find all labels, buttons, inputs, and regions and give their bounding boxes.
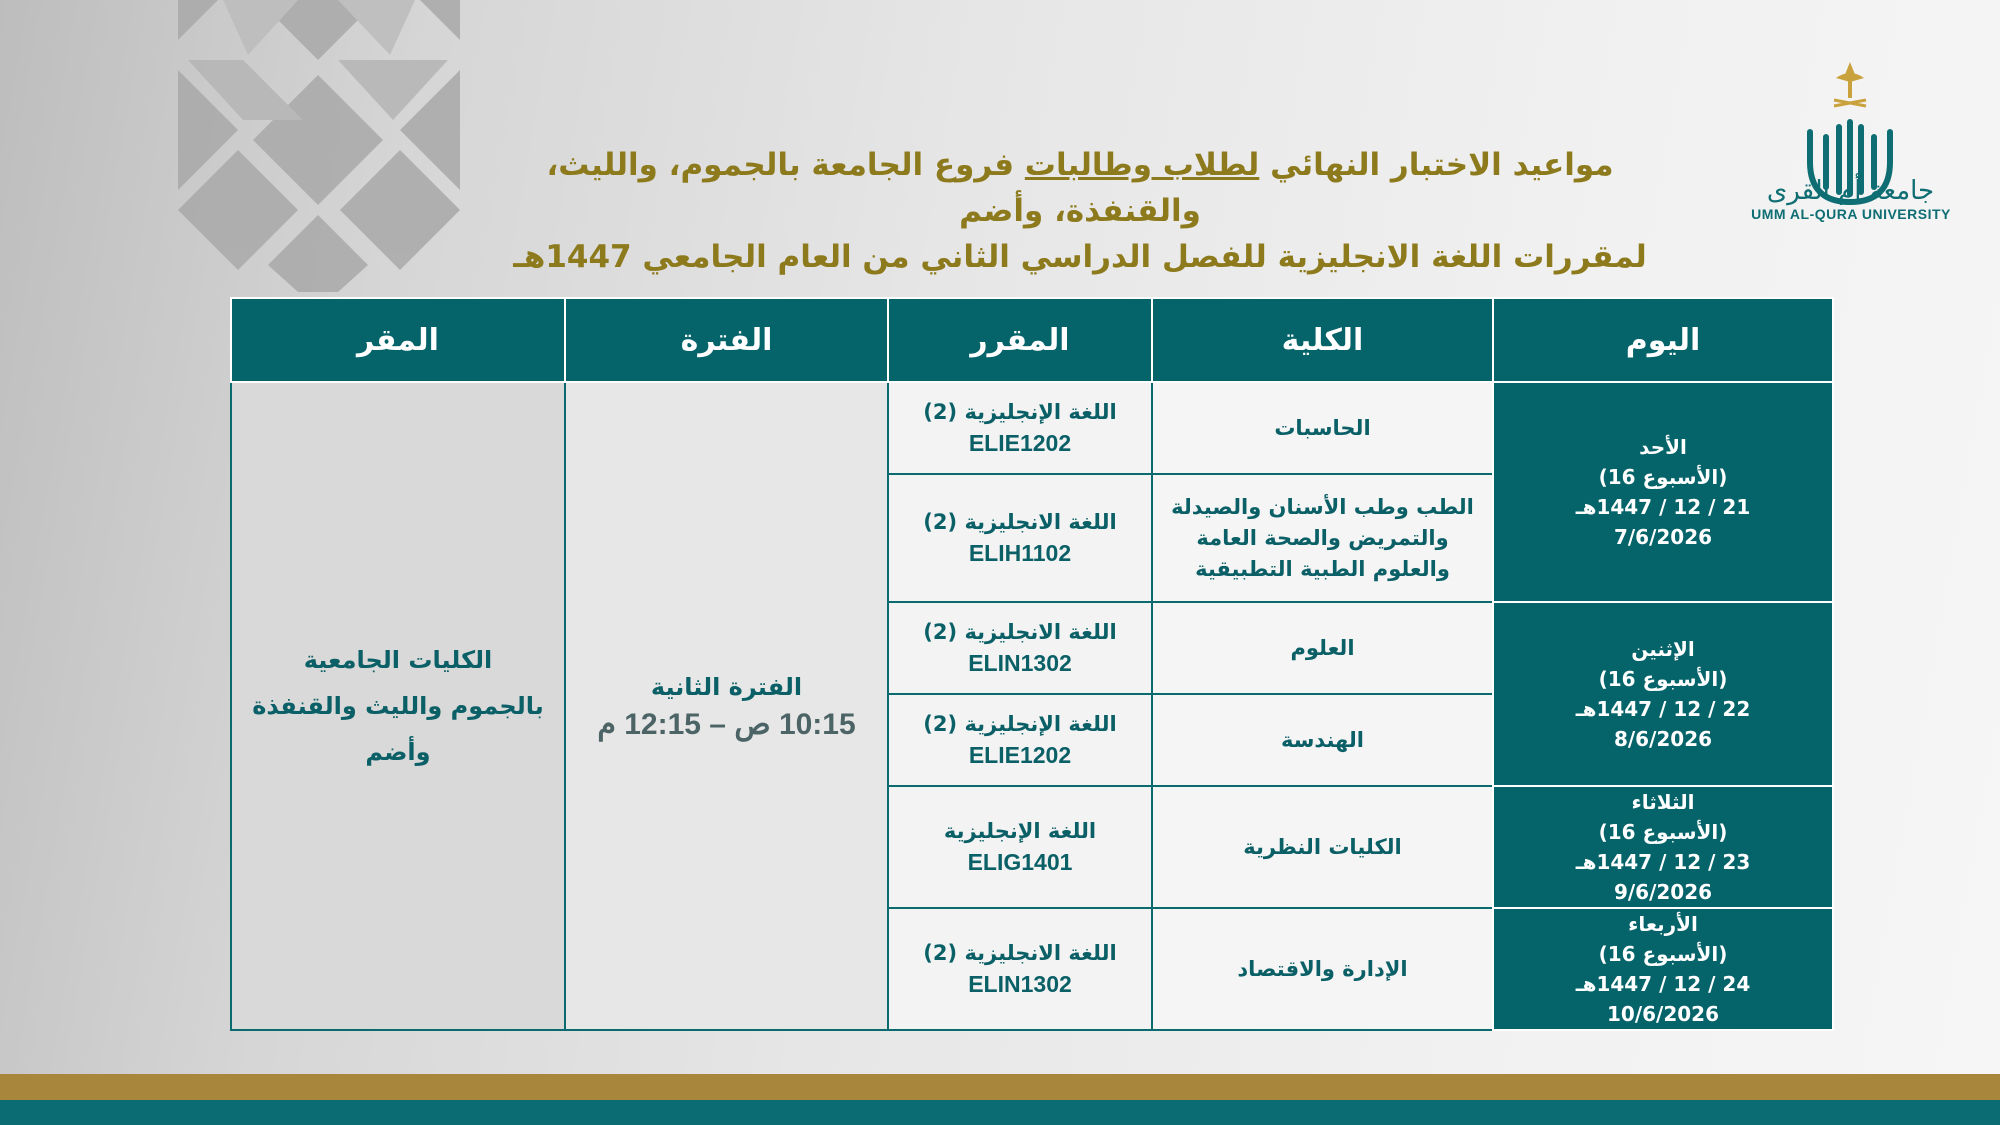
university-name-english: UMM AL-QURA UNIVERSITY <box>1751 206 1951 222</box>
course-cell <box>888 786 1152 908</box>
day-week: (الأسبوع 16) <box>1598 820 1728 844</box>
exam-schedule-table <box>230 297 1834 1031</box>
course-name: اللغة الانجليزية (2) <box>923 510 1117 534</box>
title-part-1: مواعيد الاختبار النهائي <box>1270 147 1614 183</box>
day-name: الثلاثاء <box>1631 790 1695 814</box>
course-cell <box>888 602 1152 694</box>
period-time: 10:15 ص – 12:15 م <box>597 708 856 741</box>
day-hijri-date: 21 / 12 / 1447هـ <box>1575 495 1751 519</box>
day-hijri-date: 22 / 12 / 1447هـ <box>1575 697 1751 721</box>
day-gregorian-date: 7/6/2026 <box>1613 525 1713 549</box>
day-week: (الأسبوع 16) <box>1598 465 1728 489</box>
title-part-2: فروع الجامعة بالجموم، والليث، والقنفذة، وأضم <box>546 147 1201 229</box>
header-course: المقرر <box>888 298 1152 382</box>
day-week: (الأسبوع 16) <box>1598 667 1728 691</box>
day-cell-sunday <box>1493 382 1833 602</box>
college-line-3: والعلوم الطبية التطبيقية <box>1195 556 1450 581</box>
course-code: ELIH1102 <box>968 540 1072 566</box>
title-underlined-part: لطلاب وطالبات <box>1024 147 1260 183</box>
title-line-2: لمقررات اللغة الانجليزية للفصل الدراسي الثاني من العام الجامعي 1447هـ <box>513 239 1647 275</box>
day-cell-tuesday <box>1493 786 1833 908</box>
day-cell-wednesday <box>1493 908 1833 1030</box>
day-gregorian-date: 10/6/2026 <box>1606 1002 1720 1026</box>
day-week: (الأسبوع 16) <box>1598 942 1728 966</box>
course-name: اللغة الإنجليزية <box>943 819 1097 843</box>
course-cell <box>888 694 1152 786</box>
period-cell <box>565 382 888 1030</box>
course-cell <box>888 382 1152 474</box>
college-line-1: الطب وطب الأسنان والصيدلة <box>1171 494 1474 519</box>
period-label: الفترة الثانية <box>650 673 803 701</box>
course-cell <box>888 474 1152 602</box>
course-code: ELIE1202 <box>968 430 1072 456</box>
header-period: الفترة <box>565 298 888 382</box>
table-header-row <box>231 298 1833 382</box>
venue-cell <box>231 382 565 1030</box>
college-cell: الإدارة والاقتصاد <box>1152 908 1493 1030</box>
course-code: ELIG1401 <box>967 849 1073 875</box>
course-code: ELIN1302 <box>968 650 1072 676</box>
header-day: اليوم <box>1493 298 1833 382</box>
college-cell: الحاسبات <box>1152 382 1493 474</box>
title-line-1 <box>470 142 1690 234</box>
venue-line-2: بالجموم والليث والقنفذة <box>252 692 544 720</box>
page-title <box>470 142 1690 280</box>
college-cell <box>1152 474 1493 602</box>
course-name: اللغة الإنجليزية (2) <box>923 400 1117 424</box>
course-cell <box>888 908 1152 1030</box>
venue-line-3: وأضم <box>365 738 431 766</box>
header-venue: المقر <box>231 298 565 382</box>
college-cell: الهندسة <box>1152 694 1493 786</box>
day-gregorian-date: 9/6/2026 <box>1613 880 1713 904</box>
day-name: الأحد <box>1639 435 1687 459</box>
college-line-2: والتمريض والصحة العامة <box>1196 525 1449 550</box>
table-row <box>231 382 1833 474</box>
course-name: اللغة الانجليزية (2) <box>923 620 1117 644</box>
decorative-lattice-pattern <box>178 0 460 292</box>
day-hijri-date: 24 / 12 / 1447هـ <box>1575 972 1751 996</box>
venue-line-1: الكليات الجامعية <box>303 646 493 674</box>
header-college: الكلية <box>1152 298 1493 382</box>
day-name: الإثنين <box>1631 637 1695 661</box>
day-gregorian-date: 8/6/2026 <box>1613 727 1713 751</box>
footer-gold-band <box>0 1074 2000 1100</box>
course-name: اللغة الإنجليزية (2) <box>923 712 1117 736</box>
course-code: ELIE1202 <box>968 742 1072 768</box>
university-name-arabic: جامعة أم القرى <box>1766 176 1935 206</box>
day-hijri-date: 23 / 12 / 1447هـ <box>1575 850 1751 874</box>
college-cell: العلوم <box>1152 602 1493 694</box>
college-cell: الكليات النظرية <box>1152 786 1493 908</box>
course-code: ELIN1302 <box>968 971 1072 997</box>
footer-teal-band <box>0 1100 2000 1125</box>
course-name: اللغة الانجليزية (2) <box>923 941 1117 965</box>
day-name: الأربعاء <box>1628 912 1698 936</box>
day-cell-monday <box>1493 602 1833 786</box>
